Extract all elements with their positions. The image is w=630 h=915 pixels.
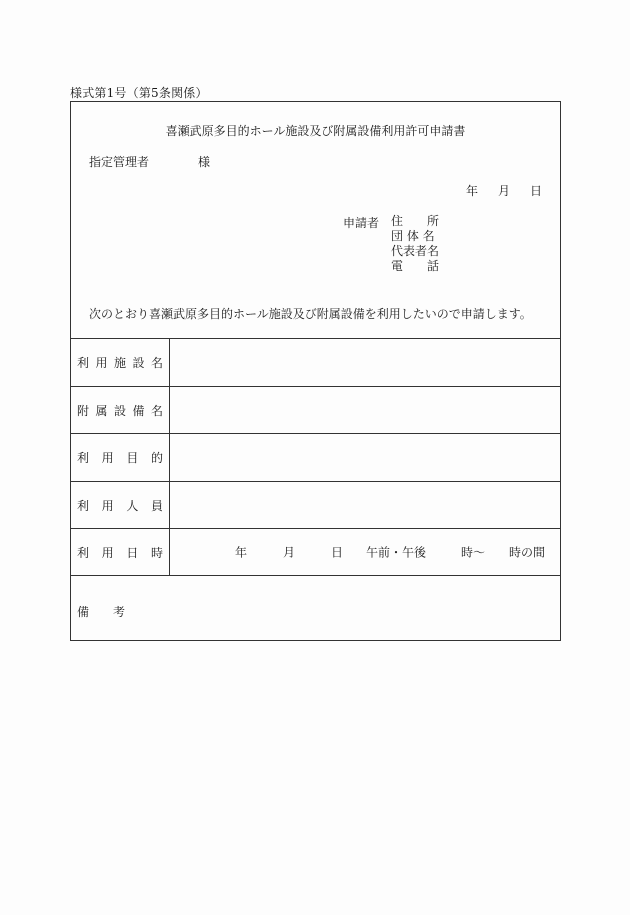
label-char: 利 [77, 498, 90, 513]
datetime-month: 月 [283, 545, 296, 560]
label-char: 用 [101, 451, 114, 465]
equipment-name-label [71, 387, 170, 433]
datetime-from-hour: 時〜 [461, 545, 486, 560]
document-title: 喜瀬武原多目的ホール施設及び附属設備利用許可申請書 [165, 124, 466, 138]
attendees-label [71, 482, 170, 528]
equipment-name-field[interactable] [170, 387, 560, 433]
equipment-name-row [71, 387, 560, 434]
purpose-row [71, 434, 560, 482]
label-char: 員 [150, 498, 163, 513]
label-char: 用 [101, 498, 114, 513]
label-char: 名 [150, 403, 163, 418]
facility-name-label [71, 339, 170, 386]
applicant-organization-label: 団 体 名 [391, 229, 435, 243]
label-char: 備 [132, 403, 145, 418]
label-char: 日 [126, 545, 139, 560]
datetime-day: 日 [331, 545, 344, 560]
datetime-ampm: 午前・午後 [366, 545, 427, 560]
label-char: 考 [112, 605, 125, 619]
usage-datetime-field[interactable] [170, 529, 560, 575]
label-char: 目 [126, 451, 139, 465]
addressee-label: 指定管理者 [89, 155, 150, 169]
application-statement: 次のとおり喜瀬武原多目的ホール施設及び附属設備を利用したいので申請します。 [89, 307, 532, 321]
applicant-address-label: 住 所 [391, 214, 440, 228]
applicant-label: 申請者 [343, 216, 380, 230]
facility-name-field[interactable] [170, 339, 560, 386]
label-char: 的 [150, 451, 163, 465]
purpose-label [71, 434, 170, 481]
label-char: 備 [77, 605, 90, 619]
attendees-row [71, 482, 560, 529]
remarks-section[interactable] [71, 576, 560, 642]
addressee [89, 153, 211, 170]
usage-datetime-label [71, 529, 170, 575]
application-date [466, 182, 542, 199]
label-char: 設 [132, 356, 145, 370]
label-char: 利 [77, 451, 90, 465]
remarks-label [77, 603, 125, 620]
applicant-fields [391, 214, 471, 274]
label-char: 施 [113, 356, 126, 370]
purpose-field[interactable] [170, 434, 560, 481]
application-form [70, 101, 561, 641]
applicant-representative-label: 代表者名 [391, 244, 440, 258]
attendees-field[interactable] [170, 482, 560, 528]
applicant-phone-label: 電 話 [391, 259, 440, 273]
datetime-to-hour: 時の間 [509, 545, 546, 560]
label-char: 附 [77, 403, 90, 418]
date-month: 月 [497, 184, 510, 198]
label-char: 利 [77, 545, 90, 560]
date-day: 日 [529, 184, 542, 198]
form-header-section [71, 102, 560, 339]
label-char: 用 [95, 356, 108, 370]
label-char: 人 [126, 498, 139, 513]
label-char: 利 [77, 356, 90, 370]
datetime-year: 年 [235, 545, 248, 560]
addressee-honorific: 様 [198, 155, 211, 169]
datetime-fields [170, 529, 560, 575]
label-char: 名 [150, 356, 163, 370]
label-char: 時 [150, 545, 163, 560]
facility-name-row [71, 339, 560, 387]
usage-datetime-row [71, 529, 560, 576]
label-char: 設 [113, 403, 126, 418]
date-year: 年 [465, 184, 478, 198]
label-char: 属 [95, 403, 108, 418]
form-number: 様式第1号（第5条関係） [70, 86, 208, 100]
label-char: 用 [101, 545, 114, 560]
